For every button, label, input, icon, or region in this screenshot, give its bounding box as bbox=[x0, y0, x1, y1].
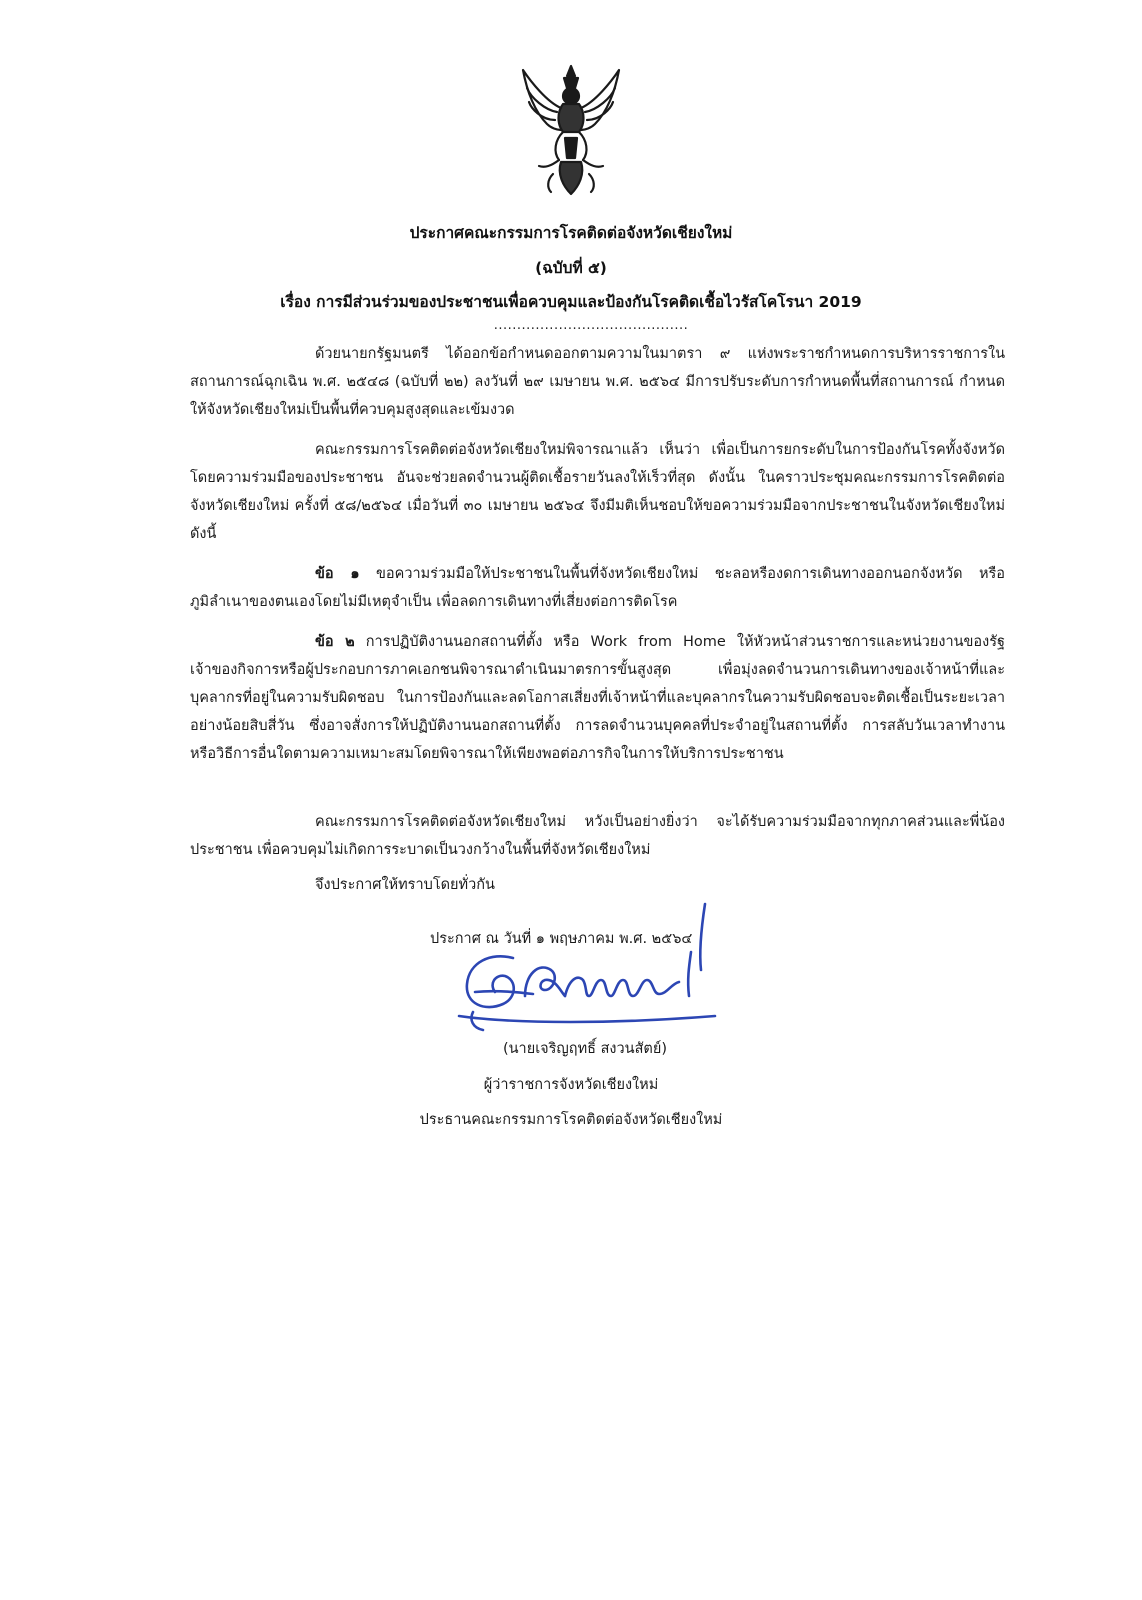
paragraph-2-text: คณะกรรมการโรคติดต่อจังหวัดเชียงใหม่พิจารณาแล้ว เห็นว่า เพื่อเป็นการยกระดับในการป้องกันโรคทั้งจังหวัด โดยความร่วมมือของประชาชน อันจะช่วยลดจำนวนผู้ติดเชื้อรายวันลงให้เร็วที่สุด ดังนั้น ในคราวประชุมคณะกรรมการโรคติดต่อจังหวัดเชียงใหม่ ครั้งที่ ๕๘/๒๕๖๔ เมื่อวันที่ ๓๐ เมษายน ๒๕๖๔ จึงมีมติเห็นชอบให้ขอความร่วมมือจากประชาชนในจังหวัดเชียงใหม่ ดังนี้ bbox=[190, 442, 1005, 542]
signatory-role: ประธานคณะกรรมการโรคติดต่อจังหวัดเชียงใหม่ bbox=[419, 1112, 723, 1128]
announcement-date: ประกาศ ณ วันที่ ๑ พฤษภาคม พ.ศ. ๒๕๖๔ bbox=[430, 931, 693, 947]
paragraph-5-text: คณะกรรมการโรคติดต่อจังหวัดเชียงใหม่ หวังเป็นอย่างยิ่งว่า จะได้รับความร่วมมือจากทุกภาคส่วนและพี่น้องประชาชน เพื่อควบคุมไม่เกิดการระบาดเป็นวงกว้างในพื้นที่จังหวัดเชียงใหม่ bbox=[190, 814, 1005, 858]
garuda-emblem-icon bbox=[517, 62, 625, 198]
document-title: ประกาศคณะกรรมการโรคติดต่อจังหวัดเชียงใหม่ bbox=[409, 224, 733, 242]
paragraph-1-text: ด้วยนายกรัฐมนตรี ได้ออกข้อกำหนดออกตามความในมาตรา ๙ แห่งพระราชกำหนดการบริหารราชการในสถานการณ์ฉุกเฉิน พ.ศ. ๒๕๔๘ (ฉบับที่ ๒๒) ลงวันที่ ๒๙ เมษายน พ.ศ. ๒๕๖๔ มีการปรับระดับการกำหนดพื้นที่สถานการณ์ กำหนดให้จังหวัดเชียงใหม่เป็นพื้นที่ควบคุมสูงสุดและเข้มงวด bbox=[190, 346, 1005, 418]
signatory-position: ผู้ว่าราชการจังหวัดเชียงใหม่ bbox=[483, 1077, 659, 1093]
handwritten-signature bbox=[455, 900, 720, 1050]
document-subject: เรื่อง การมีส่วนร่วมของประชาชนเพื่อควบคุมและป้องกันโรคติดเชื้อไวรัสโคโรนา 2019 bbox=[280, 293, 862, 311]
paragraph-1 bbox=[190, 340, 1005, 424]
paragraph-2 bbox=[190, 436, 1005, 548]
paragraph-5 bbox=[190, 808, 1005, 864]
clause-2-text: การปฏิบัติงานนอกสถานที่ตั้ง หรือ Work from Home ให้หัวหน้าส่วนราชการและหน่วยงานของรัฐ เจ้าของกิจการหรือผู้ประกอบการภาคเอกชนพิจารณาดำเนินมาตรการขั้นสูงสุด เพื่อมุ่งลดจำนวนการเดินทางของเจ้าหน้าที่และบุคลากรที่อยู่ในความรับผิดชอบ ในการป้องกันและลดโอกาสเสี่ยงที่เจ้าหน้าที่และบุคลากรในความรับผิดชอบจะติดเชื้อเป็นระยะเวลาอย่างน้อยสิบสี่วัน ซึ่งอาจสั่งการให้ปฏิบัติงานนอกสถานที่ตั้ง การลดจำนวนบุคคลที่ประจำอยู่ในสถานที่ตั้ง การสลับวันเวลาทำงาน หรือวิธีการอื่นใดตามความเหมาะสมโดยพิจารณาให้เพียงพอต่อภารกิจในการให้บริการประชาชน bbox=[190, 634, 1005, 762]
clause-1-text: ขอความร่วมมือให้ประชาชนในพื้นที่จังหวัดเชียงใหม่ ชะลอหรืองดการเดินทางออกนอกจังหวัด หรือภูมิลำเนาของตนเองโดยไม่มีเหตุจำเป็น เพื่อลดการเดินทางที่เสี่ยงต่อการติดโรค bbox=[190, 566, 1006, 610]
closing-statement: จึงประกาศให้ทราบโดยทั่วกัน bbox=[315, 877, 495, 893]
clause-2 bbox=[190, 628, 1005, 768]
signatory-name: (นายเจริญฤทธิ์ สงวนสัตย์) bbox=[502, 1041, 667, 1057]
clause-1 bbox=[190, 560, 1005, 616]
issue-number: (ฉบับที่ ๕) bbox=[535, 259, 607, 277]
clause-2-label: ข้อ ๒ bbox=[315, 634, 355, 650]
clause-1-label: ข้อ ๑ bbox=[315, 566, 360, 582]
separator-line: .......................................... bbox=[493, 318, 689, 333]
